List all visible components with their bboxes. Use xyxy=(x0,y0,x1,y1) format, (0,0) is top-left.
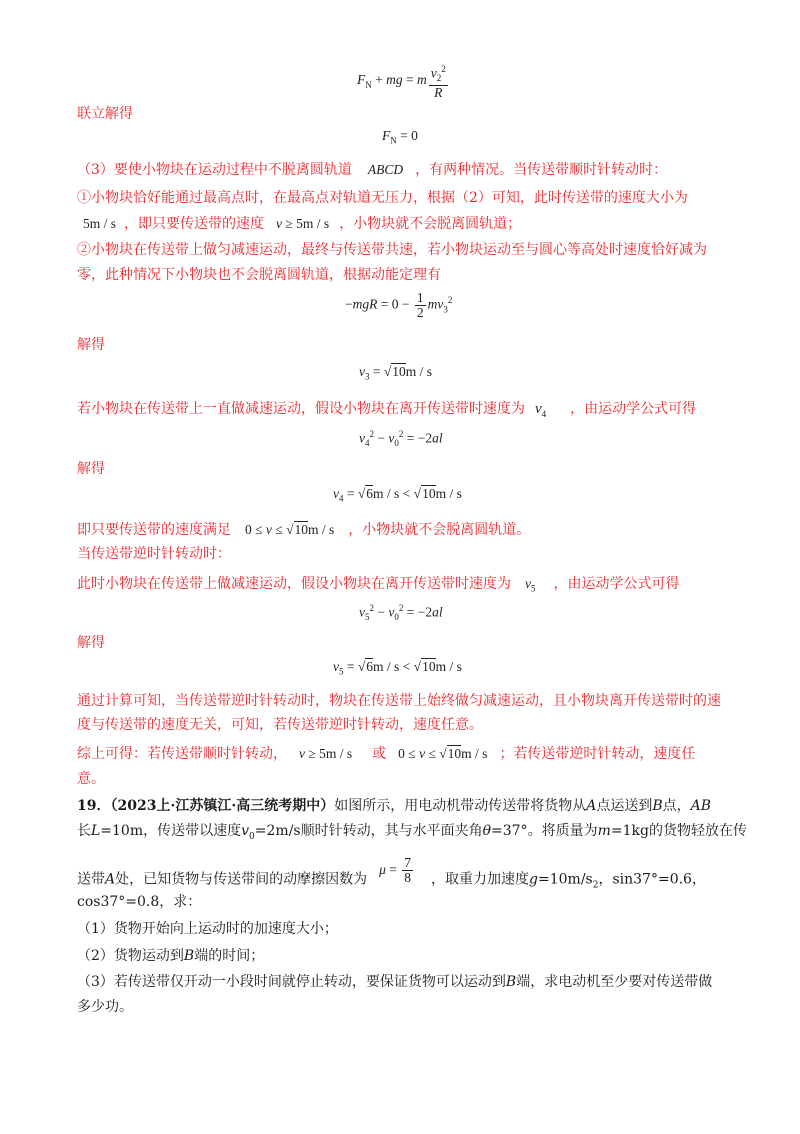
question-3: （3）若传送带仅开动一小段时间就停止转动，要保证货物可以运动到B端，求电动机至少要对传送带做 xyxy=(77,974,713,990)
text-line: 当传送带逆时针转动时： xyxy=(77,546,231,562)
text-line: 零，此种情况下小物块也不会脱离圆轨道，根据动能定理有 xyxy=(77,267,441,283)
text-line: 解得 xyxy=(77,337,105,353)
equation-energy: −mgR = 0 − $\frac{1}{2}$ $mv_3^2$ xyxy=(345,290,453,320)
text-line: 即只要传送带的速度满足 0 ≤ v ≤ √10m / s ，小物块就不会脱离圆轨道。 xyxy=(77,522,531,538)
text-line: 解得 xyxy=(77,635,105,651)
text-line: 5m / s ，即只要传送带的速度 v ≥ 5m / s ，小物块就不会脱离圆轨道； xyxy=(83,216,522,232)
equation-v3: $v_3 = √10m / s$ xyxy=(359,364,433,382)
equation-normal-force: $F_N$ + mg = m $\frac{v_2^2}{R}$ xyxy=(357,64,446,101)
text-line: 此时小物块在传送带上做减速运动，假设小物块在离开传送带时速度为 $v_5$ ，由运动学公式可得 xyxy=(77,576,680,594)
text-line: 若小物块在传送带上一直做减速运动，假设小物块在离开传送带时速度为 $v_4$ ，由运动学公式可得 xyxy=(77,401,697,419)
text-line: ①小物块恰好能通过最高点时，在最高点对轨道无压力，根据（2）可知，此时传送带的速度大小为 xyxy=(77,190,688,206)
equation-fn-zero: $F_N = 0$ xyxy=(382,128,418,146)
text-line: 综上可得：若传送带顺时针转动， v ≥ 5m / s 或 0 ≤ v ≤ √10m / s ；若传送带逆时针转动，速度任 xyxy=(77,746,696,762)
equation-kinematic-v4: $v_4^2 - v_0^2 = -2al$ xyxy=(359,429,443,449)
text-line: ②小物块在传送带上做匀减速运动，最终与传送带共速，若小物块运动至与圆心等高处时速度恰好减为 xyxy=(77,242,707,258)
problem-source: （2023上·江苏镇江·高三统考期中） xyxy=(110,798,335,814)
problem-line: cos37°=0.8，求： xyxy=(77,894,202,910)
text-line: 通过计算可知，当传送带逆时针转动时，物块在传送带上始终做匀减速运动，且小物块离开传送带时的速 xyxy=(77,693,721,709)
equation-kinematic-v5: $v_5^2 - v_0^2 = -2al$ xyxy=(359,603,443,623)
problem-number: 19． xyxy=(77,798,111,814)
question-1: （1）货物开始向上运动时的加速度大小； xyxy=(77,921,338,937)
text-line: （3）要使小物块在运动过程中不脱离圆轨道 ABCD ，有两种情况。当传送带顺时针转动时： xyxy=(77,162,668,178)
problem-line: 送带A处，已知货物与传送带间的动摩擦因数为μ = $\frac{7}{8}$ ，取重力加速度$g=10m/s_2$，sin37°=0.6， xyxy=(77,855,706,891)
equation-v5: $v_5 = √6m / s < √10m / s$ xyxy=(333,659,462,677)
text-line: 联立解得 xyxy=(77,106,133,122)
text-line: 度与传送带的速度无关，可知，若传送带逆时针转动，速度任意。 xyxy=(77,717,483,733)
problem-line: 19．（2023上·江苏镇江·高三统考期中）如图所示，用电动机带动传送带将货物从A点运送到B点，AB xyxy=(77,798,712,814)
text-line: 意。 xyxy=(77,771,105,787)
equation-v4: $v_4 = √6m / s < √10m / s$ xyxy=(333,486,462,504)
question-2: （2）货物运动到B端的时间； xyxy=(77,948,265,964)
problem-line: 长L=10m，传送带以速度$v_0=2m/s$顺时针转动，其与水平面夹角θ=37°。将质量为m=1kg的货物轻放在传 xyxy=(77,823,747,842)
question-3-cont: 多少功。 xyxy=(77,999,133,1015)
text-line: 解得 xyxy=(77,461,105,477)
